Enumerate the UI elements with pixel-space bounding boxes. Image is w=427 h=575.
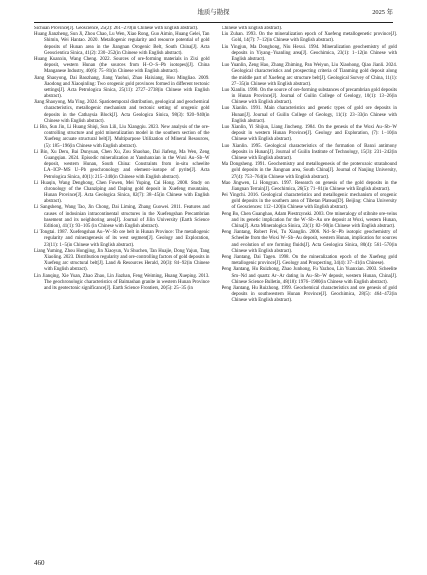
right-column xyxy=(222,26,398,556)
reference-entry: Chinese with English abstract). xyxy=(221,26,283,31)
reference-entry: Luo Xianlin, Yi Shijun, Liang Jincheng. 1984. On the genesis of the Woxi Au−Sb−W deposit in western Hunan Province[J]. Geology and Exploration, (7): 1−10(in Chinese with English abstract). xyxy=(221,125,397,143)
reference-entry: Liang Yuming, Zhou Hongjing, Jin Xiaoyun, Yu Shuchen, Tan Huajie, Dong Yajun, Tang Xiaoling. 2023. Distribution regularity and ore-controlling factors of gold deposits in Xuefeng arc structural belt[J]. Land & Resources Herald, 20(3): 84−92(in Chinese with English abstract). xyxy=(34,248,210,273)
reference-columns xyxy=(34,26,397,556)
reference-entry: Peng Bo, Chen Guanghao, Adam Piestrzynski. 2003. Ore mineralogy of stibnite ore-veins and its genetic implication for the W−Sb−Au ore deposit at Woxi, western Hunan, China[J]. Acta Mineralogica Sinica, 23(1): 82−90(in Chinese with English abstract). xyxy=(221,211,397,229)
reference-entry: Li Sangsheng, Wang Tao, Jin Chong, Dai Liming, Zhang Guowei. 2011. Features and causes of indosinian intracontinental structures in the Xuefengshan Precambrian basement and its neighboring area[J]. Journal of Jilin University (Earth Science Edition), 41(1): 93−105 (in Chinese with English abstract). xyxy=(34,205,210,229)
reference-entry: Jiang Shaoyong, Ma Ying. 2024. Spatiotemporal distribution, geological and geochemical characteristics, metallogenic mechanism and tectonic setting of orogenic gold deposits in the Cathaysia Block[J]. Acta Geologica Sinica, 98(3): 920−940(in Chinese with English abstract). xyxy=(34,100,210,124)
reference-entry: Li Tongtai. 1987. Xuefengshan Au−W−Sb ore belt in Hunan Province: The metallogenic regularity and mineragenesis of its west segment[J]. Geology and Exploration, 23(11): 1−5(in Chinese with English abstract). xyxy=(34,230,210,248)
reference-entry: Huang Jianzheng, Sun Ji, Zhou Chao, Lu Wen, Xiao Rong, Guo Aimin, Huang Gelei, Tan Shimin, Wei Hantao. 2020. Metallogenic regularity and resource potential of gold deposits of Hunan area in the Jiangnan Orogenic Belt, South China[J]. Acta Geoscientica Sinica, 41(2): 230−252(in Chinese with English abstract). xyxy=(34,32,210,56)
page-number: 460 xyxy=(34,559,45,567)
reference-entry: Luo Xianlin. 1990. On the source of ore-forming substances of precambrian gold deposits in Hunan Province[J]. Journal of Guilin College of Geology, 10(1): 13−26(in Chinese with English abstract). xyxy=(221,87,397,106)
reference-entry: Peng Jiantang, Hu Ruizhong, Zhao Junhong, Fu Yazhou, Lin Yuanxian. 2003. Scheelite Sm−Nd and quartz Ar−Ar dating in Au−Sb−W deposit, western Hunan, China[J]. Chinese Science Bulletin, 48(18): 1976−1980(in Chinese with English abstract). xyxy=(221,267,397,285)
reference-entry: Mao Jingwen, Li Hongyan. 1997. Research on genesis of the gold deposits in the Jiangnan Terrain[J]. Geochimica, 26(5): 71−81(in Chinese with English abstract). xyxy=(221,180,397,192)
header-rule xyxy=(34,22,393,23)
reference-entry: Li Bin, Sun Jin, Li Huang Shiqi, Sun Lili, Liu Xiangqiu. 2023. New analysis of the ore-controlling structure and gold mineralization model in the southern section of the Xuefeng arcuate structural belt[J]. Multipurpose Utilization of Mineral Resources, (5): 185−196(in Chinese with English abstract). xyxy=(34,125,210,149)
reference-entry: Liu Yingjun, Ma Donghong, Niu Hexui. 1994. Mineralization geochemistry of gold deposits in Yiyang−Yuanling area[J]. Geochimica, 23(1): 1−12(in Chinese with English abstract). xyxy=(221,44,397,62)
reference-entry: Lin Jianqing, Xie Yuan, Zhao Zhao, Lin Jiazhan, Feng Weiming, Huang Xueping. 2013. The geochronologic characteristics of Baimashan granite in western Hunan Province and its geotectonic significance[J]. Earth Science Frontiers, 20(5): 25−35 (in xyxy=(34,273,210,291)
reference-entry: Liu Zuhan. 1993. On the mineralization epoch of Xuefeng metallogenetic province[J]. Gold, 14(7): 7−12(in Chinese with English abstract). xyxy=(221,32,397,44)
reference-entry: Peng Jiantang, Dai Tagen. 1998. On the mineralization epoch of the Xuefeng gold metallogenic province[J]. Geology and Prospecting, 34(4): 37−41(in Chinese). xyxy=(221,254,397,267)
reference-entry: Jiang Shaoyong, Dai Baozhang, Jiang Yaohui, Zhao Haixiang, Hou Mingliao. 2009. Jiaodong and Xiaoqinling: Two orogenic gold provinces formed in different tectonic settings[J]. Acta Petrologica Sinica, 25(11): 2727−2738(in Chinese with English abstract). xyxy=(34,75,210,100)
reference-entry: Peng Jiantang, Hu Ruizhong. 1999. Geochemical characteristics and ore genesis of gold deposits in southwestern Hunan Province[J]. Geochimica, 28(5): 464−472(in Chinese with English abstract). xyxy=(221,285,397,304)
reference-entry: Luo Xianlin. 1995. Geological characteristics of the formation of Banxi antimony deposits in Hunan[J]. Journal of Guilin Institute of Technology, 15(3): 231−242(in Chinese with English abstract). xyxy=(221,143,397,161)
reference-entry: Li Huaqin, Wang Denghong, Chen Fuwen, Mei Yuping, Cai Hong. 2008. Study on chronology of the Chanziping and Daping gold deposit in Xuefeng mountains, Hunan Province[J]. Acta Geologica Sinica, 82(7): 38−45(in Chinese with English abstract). xyxy=(34,180,210,205)
reference-entry: Luo Xianlin. 1991. Main characteristics and genetic types of gold ore deposits in Hunan[J]. Journal of Guilin College of Geology, 11(1): 23−33(in Chinese with English abstract). xyxy=(221,106,397,124)
reference-entry: Ma Dongsheng. 1991. Geochemistry and metallogenesis of the proterozoic stratabound gold deposits in the Jiangnan area, South China[J]. Journal of Nanjing University, 27(4): 753−764(in Chinese with English abstract). xyxy=(221,162,397,180)
issue-year: 2025 年 xyxy=(372,9,393,16)
reference-entry: Huang Kuanxin, Wang Cheng. 2022. Sources of ore-forming materials in Zixi gold deposit, western Hunan (the sources from H−O−S−Pb isotopes)[J]. China Manganese Industry, 40(6): 75−81(in Chinese with English abstract). xyxy=(34,56,210,75)
left-column xyxy=(34,26,210,556)
running-header xyxy=(34,6,393,20)
reference-entry: Pei Yingchi. 2016. Geological characteristics and metallogenic mechanism of orogenic gold deposits in the southern area of Tibetan Plateau[D]. Beijing: China University of Geosciences: 112−120(in Chinese with English abstract). xyxy=(221,193,397,211)
reference-entry: Sichuan Province[J]. Geoscience, 25(2): 261−270(in Chinese with English abstract). xyxy=(34,26,199,31)
reference-entry: Luo Yuanlin, Zeng Hao, Zhang Zhiming, Pan Weiyun, Liu Xiaohong, Qiao Jianli. 2024. Geological characteristics and prospecting criteria of Tianming gold deposit along the middle part of Xuefeng arc structure belt[J]. Geological Survey of China, 11(1): 27−35(in Chinese with English abstract). xyxy=(221,63,397,87)
journal-title: 地质与勘探 xyxy=(197,9,230,16)
reference-entry: Peng Jiantang, Robert Frei, Tu Xianglin. 2006. Nd−Sr−Pb isotopic geochemistry of Scheelite from the Woxi W−Sb−Au deposit, western Hunan, implication for sources and evolution of ore forming fluids[J]. Acta Geologica Sinica, 80(4): 561−570(in Chinese with English abstract). xyxy=(221,230,397,254)
reference-entry: Li Bin, Xu Deru, Bai Dunyuan, Chen Xu, Zou Shaohao, Dai Jiafeng, Ma Wen, Zeng Guangqian. 2024. Episodic mineralization at Yanshanxian in the Wuxi Au−Sb−W deposit, western Hunan, South China: Constraints from in-situ scheelite LA−ICP−MS U−Pb geochronology and element−isotope of pyrite[J]. Acta Petrologica Sinica, 40(1): 215−240(in Chinese with English abstract). xyxy=(34,149,210,180)
